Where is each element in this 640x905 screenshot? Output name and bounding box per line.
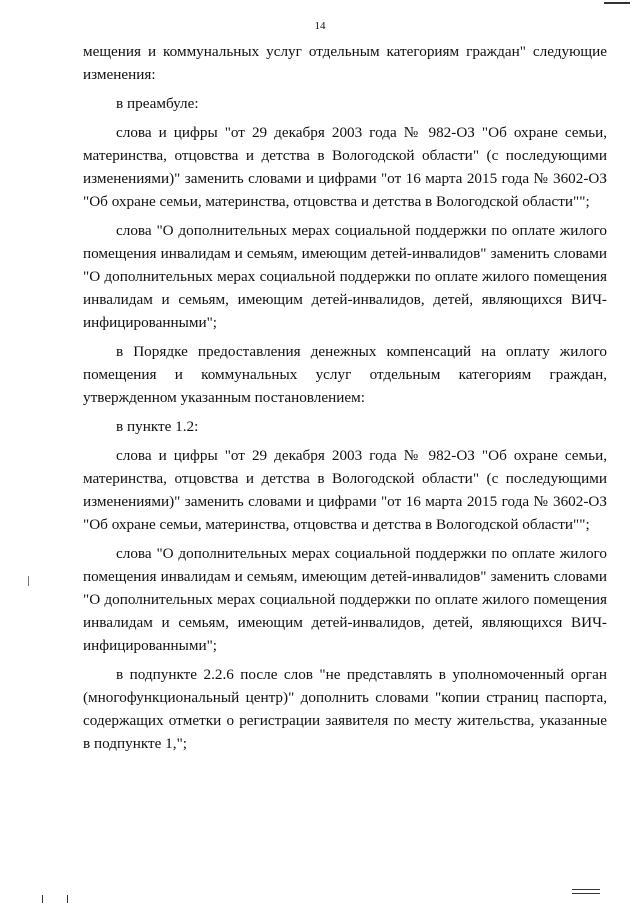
paragraph-subclause-addition: в подпункте 2.2.6 после слов "не представлять в уполномоченный орган (многофункциональный центр)" дополнить словами "копии страниц паспорта, содержащих отметки о регистрации заявителя по месту жительства, указанные в подпункте 1,"; (83, 666, 607, 752)
scan-mark-left (28, 576, 29, 586)
paragraph-preamble-words: слова "О дополнительных мерах социальной поддержки по оплате жилого помещения инвалидам и семьям, имеющим детей-инвалидов" заменить словами "О дополнительных мерах социальной поддержки по оплате жилого помещения инвалидам и семьям, имеющим детей-инвалидов, детей, являющихся ВИЧ-инфицированными"; (83, 222, 607, 331)
page-number: 14 (314, 20, 326, 32)
body-text (83, 40, 607, 761)
scan-mark-bottom-left (67, 895, 68, 903)
paragraph-continuation: мещения и коммунальных услуг отдельным категориям граждан" следующие изменения: (83, 43, 607, 83)
paragraph-clause-words: слова "О дополнительных мерах социальной поддержки по оплате жилого помещения инвалидам и семьям, имеющим детей-инвалидов" заменить словами "О дополнительных мерах социальной поддержки по оплате жилого помещения инвалидам и семьям, имеющим детей-инвалидов, детей, являющихся ВИЧ-инфицированными"; (83, 545, 607, 654)
paragraph-clause-heading: в пункте 1.2: (116, 418, 199, 435)
scan-mark-bottom-right (572, 889, 600, 890)
paragraph-preamble-words-and-numbers: слова и цифры "от 29 декабря 2003 года № 982-ОЗ "Об охране семьи, материнства, отцовства и детства в Вологодской области" (с последующими изменениями)" заменить словами и цифрами "от 16 марта 2015 года № 3602-ОЗ "Об охране семьи, материнства, отцовства и детства в Вологодской области""; (83, 124, 607, 210)
scan-mark-top-right (604, 2, 630, 4)
paragraph-clause-words-and-numbers: слова и цифры "от 29 декабря 2003 года № 982-ОЗ "Об охране семьи, материнства, отцовства и детства в Вологодской области" (с последующими изменениями)" заменить словами и цифрами "от 16 марта 2015 года № 3602-ОЗ "Об охране семьи, материнства, отцовства и детства в Вологодской области""; (83, 447, 607, 533)
paragraph-preamble-heading: в преамбуле: (116, 95, 199, 112)
scan-mark-bottom-right (572, 893, 600, 894)
scan-mark-bottom-left (42, 895, 43, 903)
paragraph-procedure-intro: в Порядке предоставления денежных компенсаций на оплату жилого помещения и коммунальных услуг отдельным категориям граждан, утвержденном указанным постановлением: (83, 343, 607, 406)
